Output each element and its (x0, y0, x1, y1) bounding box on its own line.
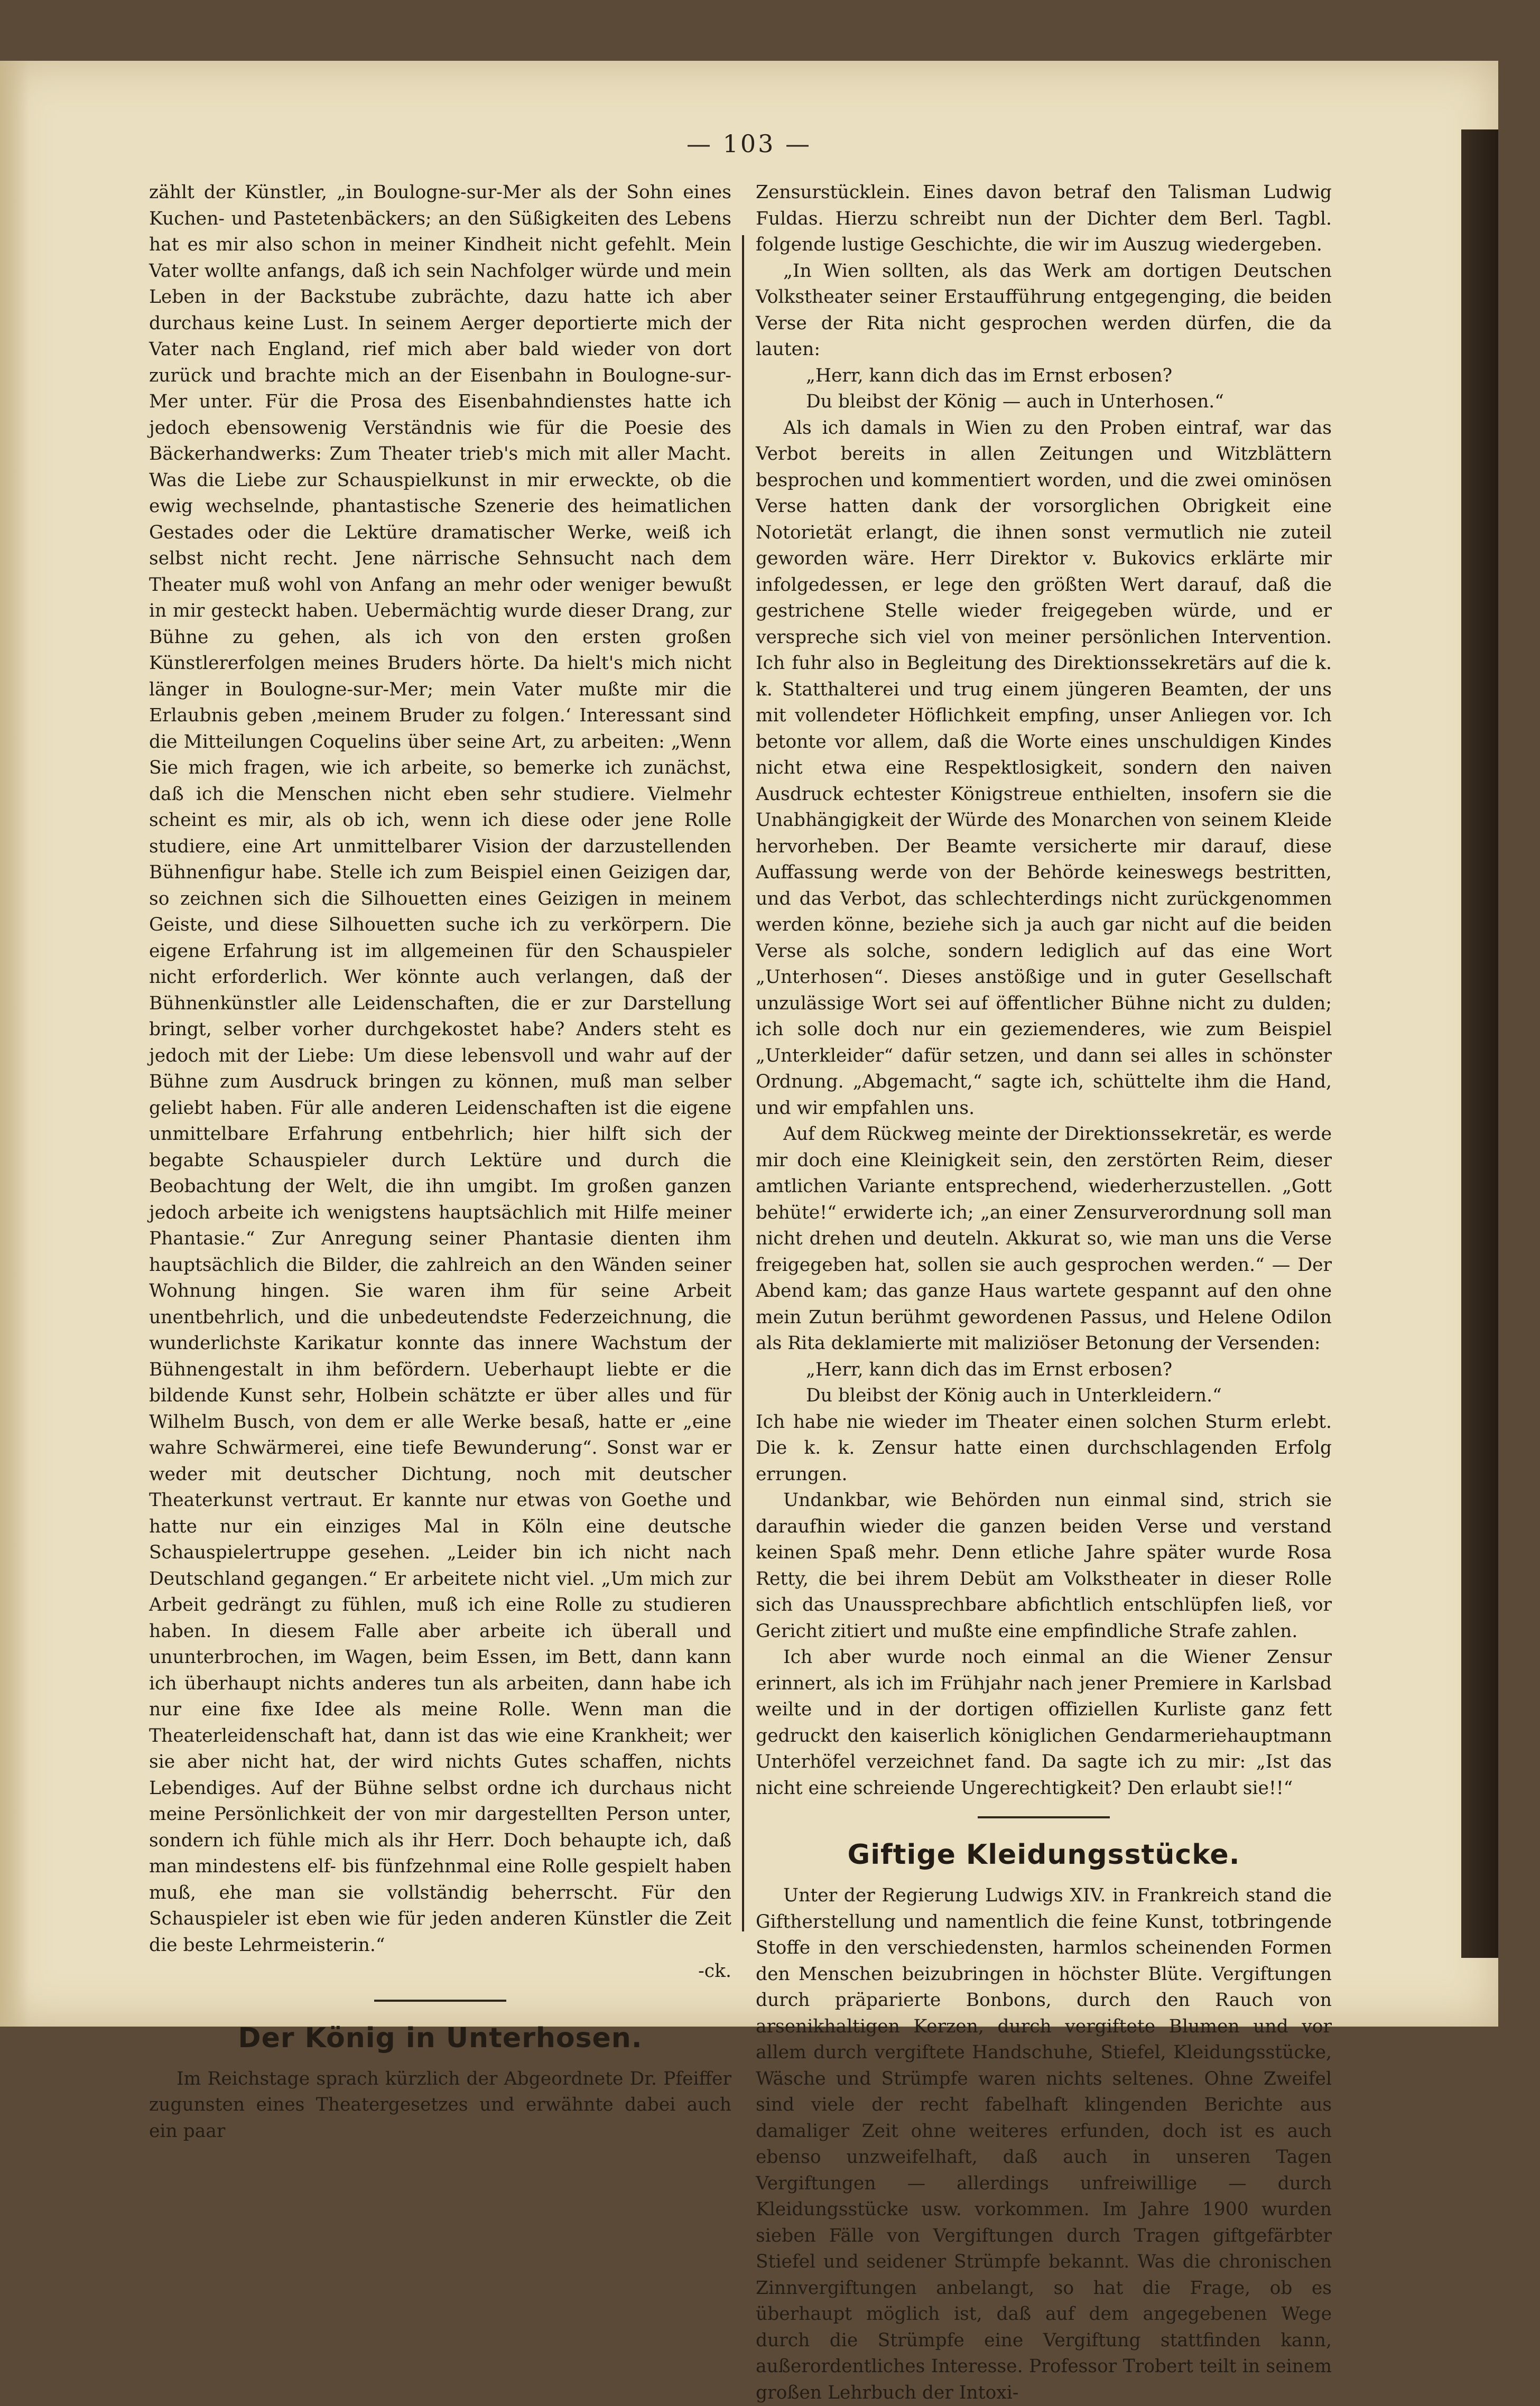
article-paragraph: „In Wien sollten, als das Werk am dortigen Deutschen Volkstheater seiner Erstaufführung entgegenging, die beiden Verse der Rita nicht gesprochen werden dürfen, die da lauten: (756, 260, 1332, 360)
section-divider (374, 2000, 506, 2002)
article-paragraph: Ich habe nie wieder im Theater einen solchen Sturm erlebt. Die k. k. Zensur hatte einen durchschlagenden Erfolg errungen. (756, 1411, 1332, 1485)
article-paragraph: Auf dem Rückweg meinte der Direktionssekretär, es werde mir doch eine Kleinigkeit sein, den zerstörten Reim, dieser amtlichen Variante entsprechend, wiederherzustellen. „Gott behüte!“ erwiderte ich; „an einer Zensurverordnung soll man nicht drehen und deuteln. Akkurat so, wie man uns die Verse freigegeben hat, sollen sie auch gesprochen werden.“ — Der Abend kam; das ganze Haus wartete gespannt auf den ohne mein Zutun berühmt gewordenen Passus, und Helene Odilon als Rita deklamierte mit maliziöser Betonung der Versenden: (756, 1123, 1332, 1354)
right-column (756, 180, 1332, 2406)
section-heading-giftige: Giftige Kleidungsstücke. (847, 1839, 1240, 1871)
newspaper-page (0, 61, 1498, 2403)
article-paragraph: Ich aber wurde noch einmal an die Wiener Zensur erinnert, als ich im Frühjahr nach jener Premiere in Karlsbad weilte und in der dortigen offiziellen Kurliste ganz fett gedruckt den kaiserlich königlichen Gendarmeriehauptmann Unterhöfel verzeichnet fand. Da sagte ich zu mir: „Ist das nicht eine schreiende Ungerechtigkeit? Den erlaubt sie!!“ (756, 1647, 1332, 1799)
article-paragraph: Zensurstücklein. Eines davon betraf den Talisman Ludwig Fuldas. Hierzu schreibt nun der Dichter dem Berl. Tagbl. folgende lustige Geschichte, die wir im Auszug wiedergeben. (756, 182, 1332, 255)
column-rule (742, 235, 744, 1931)
article-paragraph: Als ich damals in Wien zu den Proben eintraf, war das Verbot bereits in allen Zeitungen und Witzblättern besprochen und kommentiert worden, und die zwei ominösen Verse hatten dank der vorsorglichen Obrigkeit eine Notorietät erlangt, die ihnen sonst vermutlich nie zuteil geworden wäre. Herr Direktor v. Bukovics erklärte mir infolgedessen, er lege den größten Wert darauf, daß die gestrichene Stelle wieder freigegeben würde, und er verspreche sich viel von meiner persönlichen Intervention. Ich fuhr also in Begleitung des Direktionssekretärs auf die k. k. Statthalterei und trug einem jüngeren Beamten, der uns mit vollendeter Höflichkeit empfing, unser Anliegen vor. Ich betonte vor allem, daß die Worte eines unschuldigen Kindes nicht etwa eine Respektlosigkeit, sondern den naiven Ausdruck echtester Königstreue enthielten, insofern sie die Unabhängigkeit der Würde des Monarchen von seinem Kleide hervorheben. Der Beamte versicherte mir darauf, diese Auffassung werde von der Behörde keineswegs bestritten, und das Verbot, das schlechterdings nicht zurückgenommen werden könne, beziehe sich ja auch gar nicht auf die beiden Verse als solche, sondern lediglich auf das eine Wort „Unterhosen“. Dieses anstößige und in guter Gesellschaft unzulässige Wort sei auf öffentlicher Bühne nicht zu dulden; ich solle doch nur ein geziemenderes, wie zum Beispiel „Unterkleider“ dafür setzen, und dann sei alles in schönster Ordnung. „Abgemacht,“ sagte ich, schüttelte ihm die Hand, und wir empfahlen uns. (756, 417, 1332, 1119)
verse-line: Du bleibst der König auch in Unterkleidern.“ (806, 1385, 1222, 1406)
book-spine (1461, 129, 1498, 1958)
article-paragraph: zählt der Künstler, „in Boulogne-sur-Mer als der Sohn eines Kuchen- und Pastetenbäckers; an den Süßigkeiten des Lebens hat es mir also schon in meiner Kindheit nicht gefehlt. Mein Vater wollte anfangs, daß ich sein Nachfolger würde und mein Leben in der Backstube zubrächte, dazu hatte ich aber durchaus keine Lust. In seinem Aerger deportierte mich der Vater nach England, rief mich aber bald wieder von dort zurück und brachte mich an der Eisenbahn in Boulogne-sur-Mer unter. Für die Prosa des Eisenbahndienstes hatte ich jedoch ebensowenig Verständnis wie für die Poesie des Bäckerhandwerks: Zum Theater trieb's mich mit aller Macht. Was die Liebe zur Schauspielkunst in mir erweckte, ob die ewig wechselnde, phantastische Szenerie des heimatlichen Gestades oder die Lektüre dramatischer Werke, weiß ich selbst nicht recht. Jene närrische Sehnsucht nach dem Theater muß wohl von Anfang an mehr oder weniger bewußt in mir gesteckt haben. Uebermächtig wurde dieser Drang, zur Bühne zu gehen, als ich von den ersten großen Künstlererfolgen meines Bruders hörte. Da hielt's mich nicht länger in Boulogne-sur-Mer; mein Vater mußte mir die Erlaubnis geben ‚meinem Bruder zu folgen.‘ Interessant sind die Mitteilungen Coquelins über seine Art, zu arbeiten: „Wenn Sie mich fragen, wie ich arbeite, so bemerke ich zunächst, daß ich die Menschen nicht eben sehr studiere. Vielmehr scheint es mir, als ob ich, wenn ich diese oder jene Rolle studiere, eine Art unmittelbarer Vision der darzustellenden Bühnenfigur habe. Stelle ich zum Beispiel einen Geizigen dar, so zeichnen sich die Silhouetten eines Geizigen in meinem Geiste, und diese Silhouetten suche ich zu verkörpern. Die eigene Erfahrung ist im allgemeinen für den Schauspieler nicht erforderlich. Wer könnte auch verlangen, daß der Bühnenkünstler alle Leidenschaften, die er zur Darstellung bringt, selber vorher durchgekostet habe? Anders steht es jedoch mit der Liebe: Um diese lebensvoll und wahr auf der Bühne zum Ausdruck bringen zu können, muß man selber geliebt haben. Für alle anderen Leidenschaften ist die eigene unmittelbare Erfahrung entbehrlich; hier hilft sich der begabte Schauspieler durch Lektüre und durch die Beobachtung der Welt, die ihn umgibt. Im großen ganzen jedoch arbeite ich wenigstens hauptsächlich mit Hilfe meiner Phantasie.“ Zur Anregung seiner Phantasie dienten ihm hauptsächlich die Bilder, die zahlreich an den Wänden seiner Wohnung hingen. Sie waren ihm für seine Arbeit unentbehrlich, und die unbedeutendste Federzeichnung, die wunderlichste Karikatur konnte das innere Wachstum der Bühnengestalt in ihm befördern. Ueberhaupt liebte er die bildende Kunst sehr, Holbein schätzte er über alles und für Wilhelm Busch, von dem er alle Werke besaß, hatte er „eine wahre Schwärmerei, eine tiefe Bewunderung“. Sonst war er weder mit deutscher Dichtung, noch mit deutscher Theaterkunst vertraut. Er kannte nur etwas von Goethe und hatte nur ein einziges Mal in Köln eine deutsche Schauspielertruppe gesehen. „Leider bin ich nicht nach Deutschland gegangen.“ Er arbeitete nicht viel. „Um mich zur Arbeit gedrängt zu fühlen, muß ich eine Rolle zu studieren haben. In diesem Falle aber arbeite ich überall und ununterbrochen, im Wagen, beim Essen, im Bett, dann kann ich überhaupt nichts anderes tun als arbeiten, dann habe ich nur eine fixe Idee als meine Rolle. Wenn man die Theaterleidenschaft hat, dann ist das wie eine Krankheit; wer sie aber nicht hat, der wird nichts Gutes schaffen, nichts Lebendiges. Auf der Bühne selbst ordne ich durchaus nicht meine Persönlichkeit der von mir dargestellten Person unter, sondern ich fühle mich als ihr Herr. Doch behaupte ich, daß man mindestens elf- bis fünfzehnmal eine Rolle gespielt haben muß, ehe man sie vollständig beherrscht. Für den Schauspieler ist eben wie für jeden anderen Künstler die Zeit die beste Lehrmeisterin.“ (149, 182, 731, 1956)
verse-line: „Herr, kann dich das im Ernst erbosen? (806, 1359, 1173, 1380)
section-divider (978, 1816, 1110, 1818)
page-number: — 103 — (686, 129, 812, 158)
section-intro-paragraph: Im Reichstage sprach kürzlich der Abgeordnete Dr. Pfeiffer zugunsten eines Theatergesetzes und erwähnte dabei auch ein paar (149, 2068, 731, 2142)
section-heading-koenig: Der König in Unterhosen. (238, 2022, 643, 2054)
verse-line: Du bleibst der König — auch in Unterhosen.“ (806, 391, 1224, 412)
author-signature: -ck. (698, 1961, 731, 1982)
article-paragraph: Unter der Regierung Ludwigs XIV. in Frankreich stand die Giftherstellung und namentlich die feine Kunst, totbringende Stoffe in den verschiedensten, harmlos scheinenden Formen den Menschen beizubringen in höchster Blüte. Vergiftungen durch präparierte Bonbons, durch den Rauch von arsenikhaltigen Kerzen, durch vergiftete Blumen und vor allem durch vergiftete Handschuhe, Stiefel, Kleidungsstücke, Wäsche und Strümpfe waren nichts seltenes. Ohne Zweifel sind viele der recht fabelhaft klingenden Berichte aus damaliger Zeit ohne weiteres erfunden, doch ist es auch ebenso unzweifelhaft, daß auch in unseren Tagen Vergiftungen — allerdings unfreiwillige — durch Kleidungsstücke usw. vorkommen. Im Jahre 1900 wurden sieben Fälle von Vergiftungen durch Tragen giftgefärbter Stiefel und seidener Strümpfe bekannt. Was die chronischen Zinnvergiftungen anbelangt, so hat die Frage, ob es überhaupt möglich ist, daß auf dem angegebenen Wege durch die Strümpfe eine Vergiftung stattfinden kann, außerordentliches Interesse. Professor Trobert teilt in seinem großen Lehrbuch der Intoxi- (756, 1885, 1332, 2403)
verse-line: „Herr, kann dich das im Ernst erbosen? (806, 365, 1173, 386)
page-fold-shadow (0, 61, 29, 2027)
left-column (149, 180, 731, 2144)
article-paragraph: Undankbar, wie Behörden nun einmal sind, strich sie daraufhin wieder die ganzen beiden Verse und verstand keinen Spaß mehr. Denn etliche Jahre später wurde Rosa Retty, die bei ihrem Debüt am Volkstheater in dieser Rolle sich das Unaussprechbare abfichtlich entschlüpfen ließ, vor Gericht zitiert und mußte eine empfindliche Strafe zahlen. (756, 1490, 1332, 1642)
